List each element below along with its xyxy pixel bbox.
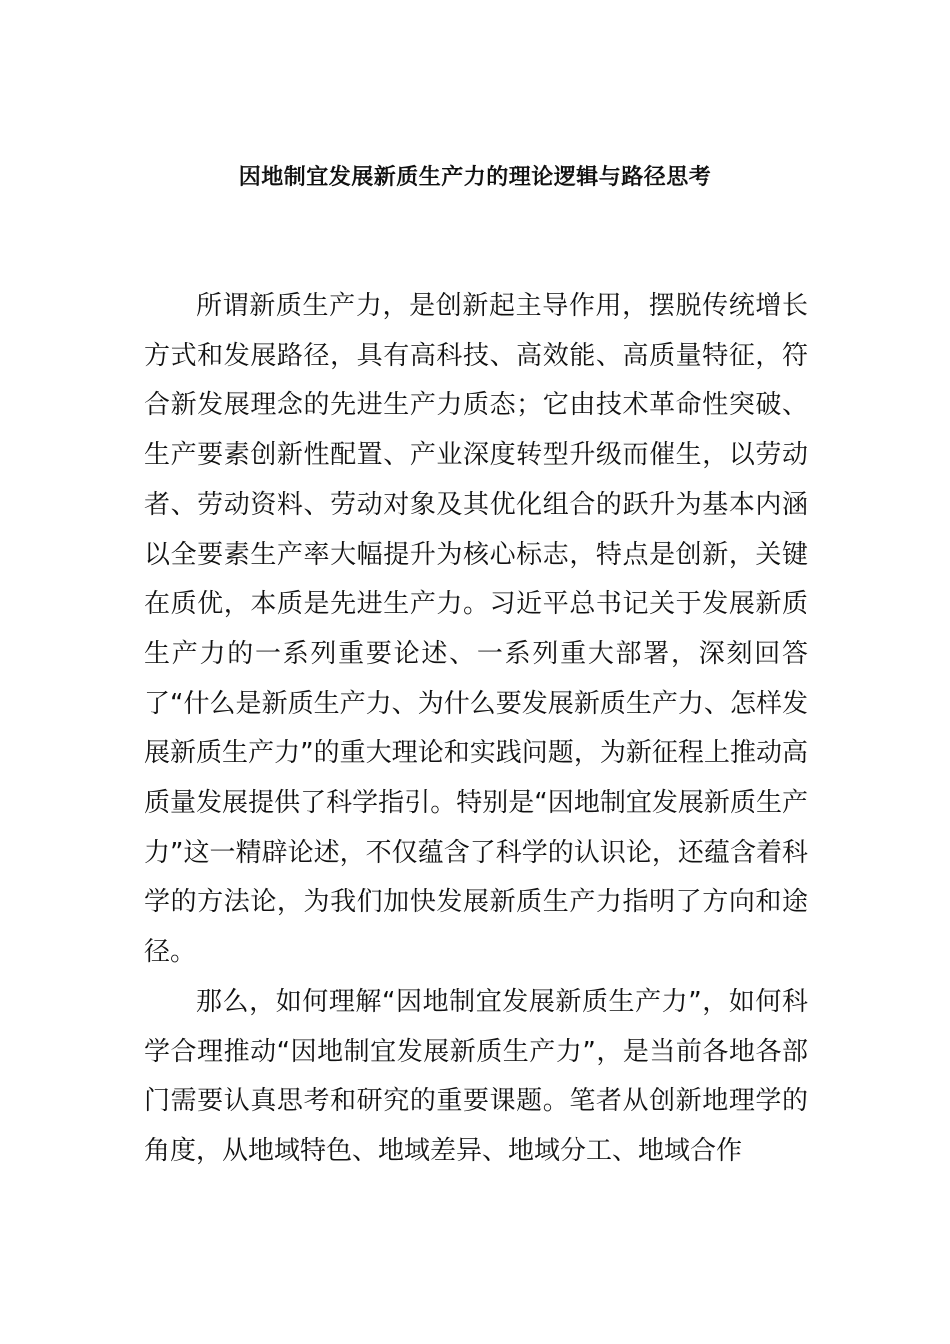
document-title: 因地制宜发展新质生产力的理论逻辑与路径思考 — [238, 165, 712, 190]
paragraph-1: 所谓新质生产力，是创新起主导作用，摆脱传统增长方式和发展路径，具有高科技、高效能、高质量特征，符合新发展理念的先进生产力质态；它由技术革命性突破、生产要素创新性配置、产业深度转型升级而催生，以劳动者、劳动资料、劳动对象及其优化组合的跃升为基本内涵以全要素生产率大幅提升为核心标志，特点是创新，关键在质优，本质是先进生产力。习近平总书记关于发展新质生产力的一系列重要论述、一系列重大部署，深刻回答了“什么是新质生产力、为什么要发展新质生产力、怎样发展新质生产力”的重大理论和实践问题，为新征程上推动高质量发展提供了科学指引。特别是“因地制宜发展新质生产力”这一精辟论述，不仅蕴含了科学的认识论，还蕴含着科学的方法论，为我们加快发展新质生产力指明了方向和途径。 — [144, 291, 808, 968]
document-body — [144, 282, 808, 1177]
paragraph-2: 那么，如何理解“因地制宜发展新质生产力”，如何科学合理推动“因地制宜发展新质生产力”，是当前各地各部门需要认真思考和研究的重要课题。笔者从创新地理学的角度，从地域特色、地域差异、地域分工、地域合作 — [144, 986, 808, 1166]
